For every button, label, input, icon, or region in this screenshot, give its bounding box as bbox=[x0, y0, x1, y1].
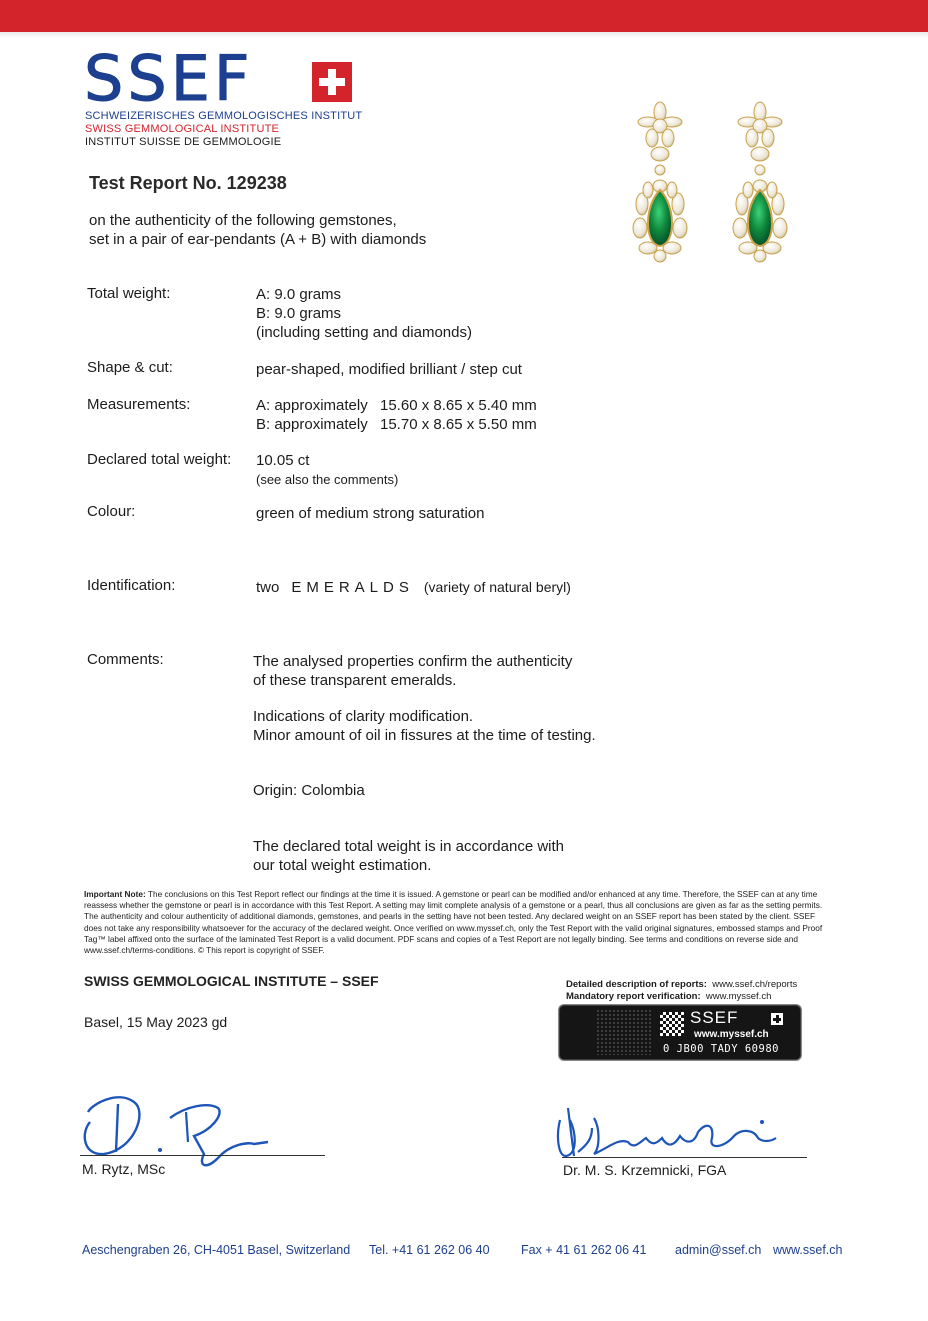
measurements-value: A: approximately 15.60 x 8.65 x 5.40 mm B: approximately 15.70 x 8.65 x 5.50 mm bbox=[256, 397, 537, 433]
colour-label: Colour: bbox=[87, 503, 136, 520]
total-weight-label: Total weight: bbox=[87, 285, 171, 302]
shape-cut-value: pear-shaped, modified brilliant / step cut bbox=[256, 361, 522, 378]
reports-link[interactable]: www.ssef.ch/reports bbox=[712, 979, 798, 990]
comments-origin: Origin: Colombia bbox=[253, 782, 365, 799]
logo-subtitle-french: INSTITUT SUISSE DE GEMMOLOGIE bbox=[85, 136, 282, 148]
left-signatory-name: M. Rytz, MSc bbox=[82, 1161, 166, 1177]
ssef-logo-wordmark: SSEF bbox=[84, 42, 254, 115]
report-date: Basel, 15 May 2023 gd bbox=[84, 1014, 228, 1030]
declared-weight-value: 10.05 ct bbox=[256, 452, 310, 469]
top-red-band bbox=[0, 0, 928, 32]
footer-fax: Fax + 41 61 262 06 41 bbox=[521, 1243, 647, 1257]
proof-tag-code: 0 JB00 TADY 60980 bbox=[663, 1043, 779, 1055]
footer-tel: Tel. +41 61 262 06 40 bbox=[369, 1243, 490, 1257]
left-earring bbox=[633, 102, 687, 262]
declared-weight-label: Declared total weight: bbox=[87, 451, 232, 468]
footer-email[interactable]: admin@ssef.ch bbox=[675, 1243, 762, 1257]
comments-paragraph-4: The declared total weight is in accordance with our total weight estimation. bbox=[253, 838, 565, 874]
verification-info: Detailed description of reports: www.ssef.ch/reports Mandatory report verification: www.myssef.ch bbox=[566, 979, 798, 1002]
proof-tag-brand: SSEF bbox=[690, 1008, 739, 1027]
shape-cut-label: Shape & cut: bbox=[87, 359, 173, 376]
swiss-cross-icon bbox=[312, 62, 352, 102]
microprint-pattern bbox=[596, 1009, 652, 1055]
right-signatory-name: Dr. M. S. Krzemnicki, FGA bbox=[563, 1162, 727, 1178]
left-signature-line bbox=[80, 1155, 325, 1156]
important-note: Important Note: The conclusions on this Test Report reflect our findings at the time it is issued. A gemstone or pearl can be modified and/or enhanced at any time. Therefore, the SSEF can at any time reassess whether the gemstone or pearl is in accordance with this Test Report. A setting may limit complete analysis of a gemstone or a pearl, thus all conclusions are given as far as the setting permits. The authenticity and colour authenticity of additional diamonds, gemstones, and pearls in the setting have not been tested. Any declared weight on an SSEF report has been stated by the client. SSEF does not take any responsibility whatsoever for the accuracy of the declared weight. Once verified on www.myssef.ch, only the Test Report with the valid original signatures, embossed stamps and Proof Tag™ label affixed onto the surface of the laminated Test Report is a valid document. PDF scans and copies of a Test Report are not legally binding. See terms and conditions on reverse side and www.ssef.ch/terms-conditions. © This report is copyright of SSEF. bbox=[84, 889, 823, 956]
footer-address: Aeschengraben 26, CH-4051 Basel, Switzerland bbox=[82, 1243, 351, 1257]
comments-paragraph-1: The analysed properties confirm the authenticity of these transparent emeralds. bbox=[253, 653, 573, 689]
identification-value: two EMERALDS (variety of natural beryl) bbox=[256, 579, 571, 596]
institute-name: SWISS GEMMOLOGICAL INSTITUTE – SSEF bbox=[84, 973, 379, 989]
identification-label: Identification: bbox=[87, 577, 176, 594]
proof-tag-label bbox=[559, 1005, 801, 1060]
logo-subtitle-german: SCHWEIZERISCHES GEMMOLOGISCHES INSTITUT bbox=[85, 110, 363, 122]
proof-tag-url: www.myssef.ch bbox=[694, 1029, 769, 1040]
measurements-label: Measurements: bbox=[87, 396, 191, 413]
right-signature-line bbox=[562, 1157, 807, 1158]
myssef-link[interactable]: www.myssef.ch bbox=[705, 991, 772, 1002]
declared-weight-note: (see also the comments) bbox=[256, 472, 399, 487]
swiss-cross-icon bbox=[771, 1013, 783, 1025]
report-intro: on the authenticity of the following gemstones, set in a pair of ear-pendants (A + B) with diamonds bbox=[89, 212, 427, 248]
colour-value: green of medium strong saturation bbox=[256, 505, 485, 522]
earrings-photo bbox=[618, 94, 808, 294]
comments-label: Comments: bbox=[87, 651, 164, 668]
footer-website[interactable]: www.ssef.ch bbox=[773, 1243, 843, 1257]
report-title: Test Report No. 129238 bbox=[89, 173, 287, 193]
right-earring bbox=[733, 102, 787, 262]
comments-paragraph-2: Indications of clarity modification. Minor amount of oil in fissures at the time of testing. bbox=[253, 708, 596, 744]
total-weight-value: A: 9.0 grams B: 9.0 grams (including setting and diamonds) bbox=[256, 286, 472, 341]
logo-subtitle-english: SWISS GEMMOLOGICAL INSTITUTE bbox=[85, 123, 280, 135]
qr-code-icon bbox=[660, 1012, 684, 1036]
